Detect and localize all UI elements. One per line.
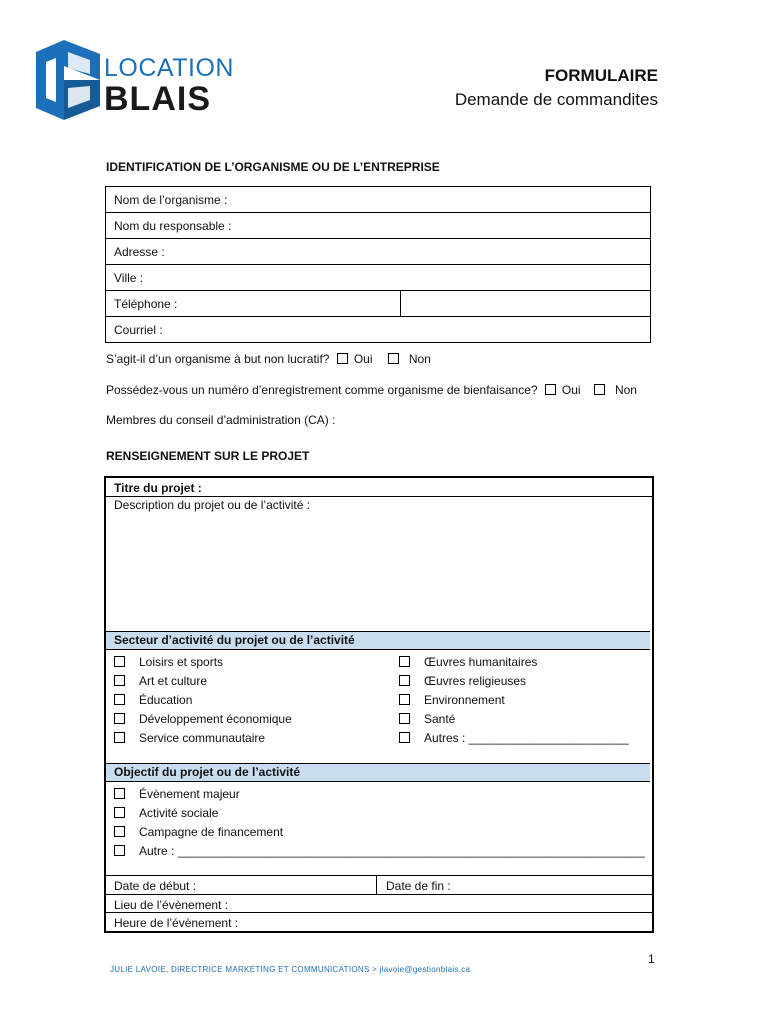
field-email[interactable]: Courriel : [106,317,651,343]
checkbox-icon[interactable] [114,656,125,667]
registration-no-checkbox[interactable] [594,384,605,395]
sector-option[interactable] [399,693,505,707]
sector-label: Éducation [139,693,193,707]
checkbox-icon[interactable] [399,732,410,743]
sector-header: Secteur d’activité du projet ou de l’activité [106,631,650,650]
form-subtitle: Demande de commandites [454,90,658,109]
objective-label: Activité sociale [139,806,219,820]
page-number: 1 [648,952,655,966]
checkbox-icon[interactable] [114,788,125,799]
checkbox-icon[interactable] [114,807,125,818]
sector-option[interactable] [399,712,455,726]
sector-label: Environnement [424,693,505,707]
sector-label: Développement économique [139,712,292,726]
sector-label: Loisirs et sports [139,655,224,669]
sector-option[interactable] [114,674,207,688]
checkbox-icon[interactable] [114,713,125,724]
checkbox-icon[interactable] [399,713,410,724]
sector-label: Service communautaire [139,731,266,745]
nonprofit-yes-label: Oui [353,352,373,366]
nonprofit-no-checkbox[interactable] [388,353,399,364]
project-title-label: Titre du projet : [114,481,202,495]
sector-option[interactable] [114,712,292,726]
divider [376,875,377,894]
end-date-field[interactable]: Date de fin : [386,879,451,893]
checkbox-icon[interactable] [114,694,125,705]
registration-no-label: Non [614,383,637,397]
checkbox-icon[interactable] [114,675,125,686]
registration-yes-checkbox[interactable] [545,384,556,395]
objective-label: Autre : ______________________________________________________________________ [139,844,645,858]
logo-text-blais: BLAIS [104,80,211,118]
question-registration [106,383,637,397]
sector-label: Œuvres humanitaires [424,655,538,669]
objective-option[interactable] [114,825,283,839]
field-organization-name[interactable]: Nom de l’organisme : [106,187,651,213]
sector-option[interactable] [399,674,526,688]
footer-contact: JULIE LAVOIE, DIRECTRICE MARKETING ET COMMUNICATIONS > jlavoie@gestionblais.ca [110,965,471,974]
checkbox-icon[interactable] [399,656,410,667]
logo-mark-icon [34,40,102,120]
divider [106,912,652,913]
question-nonprofit [106,352,431,366]
project-description-label: Description du projet ou de l’activité : [114,498,311,512]
registration-yes-label: Oui [561,383,581,397]
event-place-field[interactable]: Lieu de l’évènement : [114,898,229,912]
question-nonprofit-text: S’agit-il d’un organisme à but non lucratif? [106,352,330,366]
field-address[interactable]: Adresse : [106,239,651,265]
sector-label: Autres : ________________________ [424,731,629,745]
sector-option[interactable] [114,731,265,745]
sector-label: Œuvres religieuses [424,674,527,688]
field-city[interactable]: Ville : [106,265,651,291]
checkbox-icon[interactable] [399,694,410,705]
section-title-identification: IDENTIFICATION DE L’ORGANISME OU DE L’ENTREPRISE [106,160,440,174]
sector-option[interactable] [399,731,629,745]
objective-header: Objectif du projet ou de l’activité [106,763,650,782]
sector-option[interactable] [114,655,223,669]
divider [106,894,652,895]
identification-table [105,186,651,343]
sector-label: Art et culture [139,674,208,688]
company-logo [34,40,234,120]
divider [106,496,652,497]
start-date-field[interactable]: Date de début : [114,879,197,893]
board-members-label: Membres du conseil d’administration (CA) : [106,413,336,427]
nonprofit-no-label: Non [408,352,431,366]
nonprofit-yes-checkbox[interactable] [337,353,348,364]
sector-label: Santé [424,712,456,726]
checkbox-icon[interactable] [399,675,410,686]
field-manager-name[interactable]: Nom du responsable : [106,213,651,239]
objective-option[interactable] [114,787,240,801]
sector-option[interactable] [399,655,537,669]
form-title: FORMULAIRE [544,66,658,85]
checkbox-icon[interactable] [114,826,125,837]
event-time-field[interactable]: Heure de l’évènement : [114,916,239,930]
objective-label: Campagne de financement [139,825,284,839]
divider [106,875,652,876]
sector-option[interactable] [114,693,192,707]
objective-option[interactable] [114,806,218,820]
question-registration-text: Possédez-vous un numéro d’enregistrement comme organisme de bienfaisance? [106,383,538,397]
objective-label: Évènement majeur [139,787,240,801]
objective-option[interactable] [114,844,645,858]
section-title-project: RENSEIGNEMENT SUR LE PROJET [106,449,310,463]
checkbox-icon[interactable] [114,845,125,856]
logo-text-location: LOCATION [104,54,234,82]
field-phone-extra[interactable] [401,291,651,317]
field-phone[interactable]: Téléphone : [106,291,401,317]
checkbox-icon[interactable] [114,732,125,743]
